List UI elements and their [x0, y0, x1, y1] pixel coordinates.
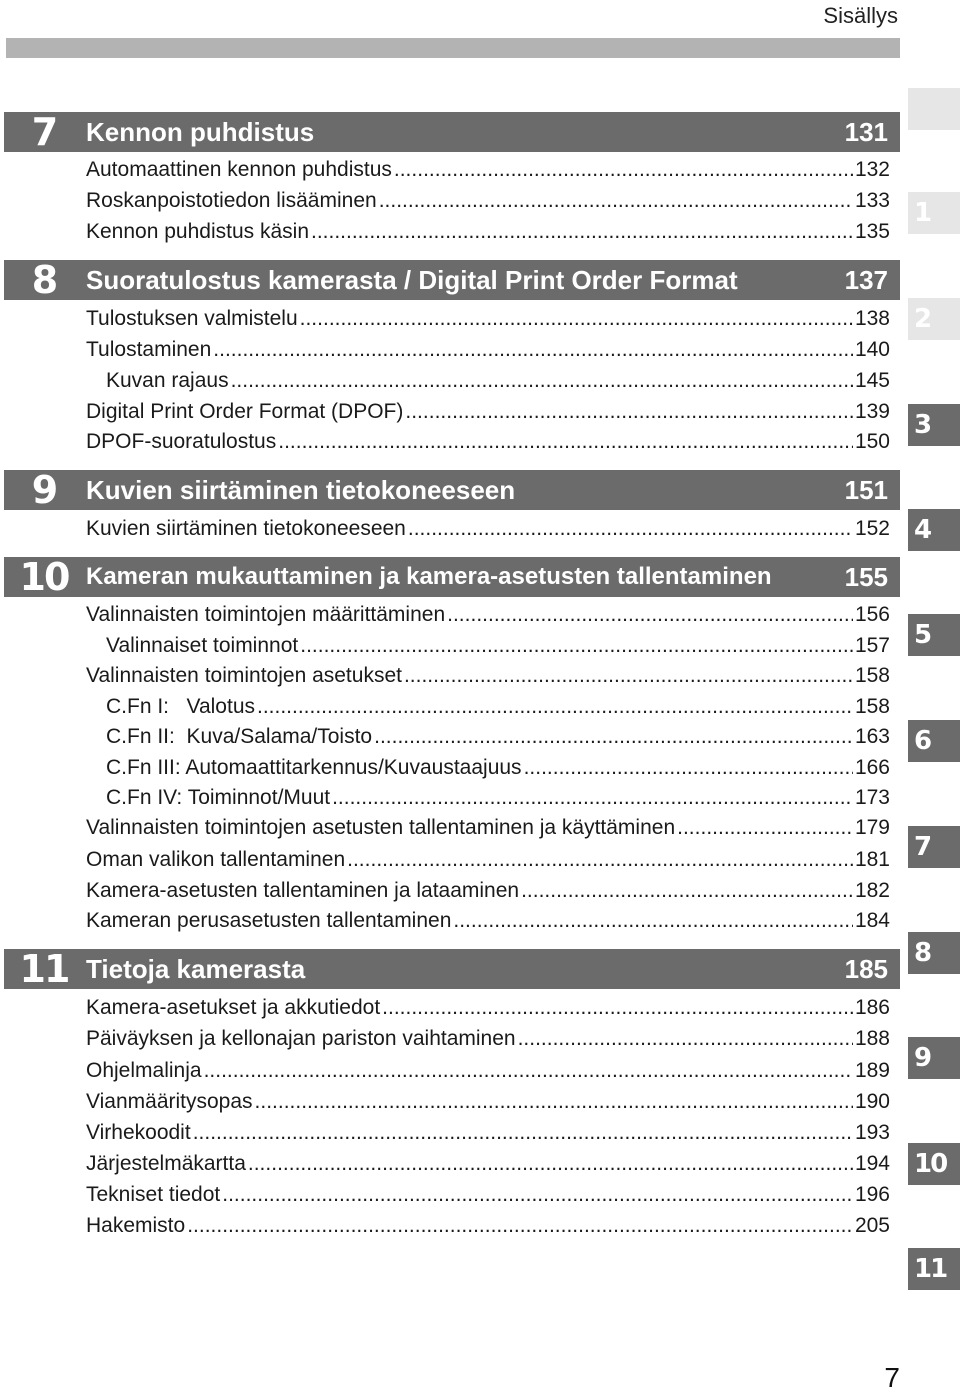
- toc-entry[interactable]: [86, 661, 890, 691]
- chapter-number: 9: [31, 468, 57, 512]
- entry-page: 139: [854, 400, 890, 423]
- toc-entry[interactable]: [86, 813, 890, 843]
- chapter-heading[interactable]: [4, 470, 900, 510]
- entry-page: 196: [854, 1183, 890, 1206]
- entry-label: Oman valikon tallentaminen: [86, 848, 346, 871]
- toc-entry[interactable]: [86, 906, 890, 936]
- entry-page: 179: [854, 816, 890, 839]
- entry-page: 158: [854, 664, 890, 687]
- entry-label: Kennon puhdistus käsin: [86, 220, 309, 243]
- side-tab-11[interactable]: 11: [908, 1248, 960, 1290]
- side-tab-5[interactable]: 5: [908, 614, 960, 656]
- dot-leader: [521, 876, 853, 906]
- dot-leader: [300, 631, 853, 661]
- toc-entry[interactable]: [86, 397, 890, 427]
- entry-page: 184: [854, 909, 890, 932]
- toc-entry[interactable]: [106, 692, 890, 722]
- chapter-page: 151: [844, 474, 888, 505]
- dot-leader: [394, 155, 853, 185]
- toc-entry[interactable]: [86, 155, 890, 185]
- side-tab-3[interactable]: 3: [908, 404, 960, 446]
- entry-page: 182: [854, 879, 890, 902]
- side-tab-6[interactable]: 6: [908, 720, 960, 762]
- entry-page: 205: [854, 1214, 890, 1237]
- toc-entry[interactable]: [106, 366, 890, 396]
- entry-label: C.Fn II: Kuva/Salama/Toisto: [106, 725, 373, 748]
- entry-page: 150: [854, 430, 890, 453]
- chapter-page: 131: [844, 116, 888, 147]
- toc-entry[interactable]: [86, 304, 890, 334]
- toc-entry[interactable]: [106, 783, 890, 813]
- toc-entry[interactable]: [86, 427, 890, 457]
- dot-leader: [374, 722, 853, 752]
- entry-label: Valinnaisten toimintojen asetukset: [86, 664, 402, 687]
- chapter-page: 185: [844, 953, 888, 984]
- dot-leader: [278, 427, 853, 457]
- entry-label: Kameran perusasetusten tallentaminen: [86, 909, 452, 932]
- chapter-heading[interactable]: [4, 949, 900, 989]
- toc-entry[interactable]: [106, 753, 890, 783]
- dot-leader: [187, 1211, 853, 1241]
- chapter-number: 10: [19, 555, 69, 599]
- dot-leader: [405, 397, 853, 427]
- side-tab-10[interactable]: 10: [908, 1143, 960, 1185]
- chapter-title: Suoratulostus kamerasta / Digital Print Order Format: [86, 264, 738, 295]
- entry-page: 158: [854, 695, 890, 718]
- entry-page: 163: [854, 725, 890, 748]
- toc-entry[interactable]: [86, 1180, 890, 1210]
- dot-leader: [248, 1149, 853, 1179]
- dot-leader: [300, 304, 853, 334]
- header-title: Sisällys: [823, 3, 898, 28]
- toc-entry[interactable]: [86, 1087, 890, 1117]
- entry-page: 166: [854, 756, 890, 779]
- entry-label: Valinnaiset toiminnot: [106, 634, 299, 657]
- entry-label: Hakemisto: [86, 1214, 186, 1237]
- page-number: 7: [884, 1362, 900, 1393]
- header-bar: [6, 38, 900, 58]
- entry-page: 140: [854, 338, 890, 361]
- dot-leader: [311, 217, 853, 247]
- toc-entry[interactable]: [86, 335, 890, 365]
- side-tab-4[interactable]: 4: [908, 509, 960, 551]
- entry-page: 133: [854, 189, 890, 212]
- chapter-page: 155: [844, 561, 888, 592]
- chapter-page: 137: [844, 264, 888, 295]
- entry-page: 186: [854, 996, 890, 1019]
- chapter-title: Kennon puhdistus: [86, 116, 315, 147]
- entry-label: Tekniset tiedot: [86, 1183, 221, 1206]
- entry-page: 188: [854, 1027, 890, 1050]
- entry-label: Vianmääritysopas: [86, 1090, 253, 1113]
- entry-page: 132: [854, 158, 890, 181]
- toc-entry[interactable]: [86, 845, 890, 875]
- dot-leader: [332, 783, 853, 813]
- dot-leader: [255, 1087, 853, 1117]
- dot-leader: [347, 845, 853, 875]
- dot-leader: [518, 1024, 853, 1054]
- toc-entry[interactable]: [86, 1211, 890, 1241]
- chapter-number: 11: [19, 947, 69, 991]
- entry-page: 190: [854, 1090, 890, 1113]
- entry-page: 157: [854, 634, 890, 657]
- chapter-heading[interactable]: [4, 112, 900, 152]
- entry-label: Päiväyksen ja kellonajan pariston vaihtaminen: [86, 1027, 516, 1050]
- dot-leader: [257, 692, 853, 722]
- dot-leader: [231, 366, 853, 396]
- dot-leader: [222, 1180, 853, 1210]
- entry-label: Valinnaisten toimintojen määrittäminen: [86, 603, 446, 626]
- toc-entry[interactable]: [86, 1056, 890, 1086]
- toc-entry[interactable]: [106, 631, 890, 661]
- entry-label: DPOF-suoratulostus: [86, 430, 277, 453]
- toc-entry[interactable]: [86, 876, 890, 906]
- entry-label: Kamera-asetukset ja akkutiedot: [86, 996, 381, 1019]
- dot-leader: [408, 514, 853, 544]
- dot-leader: [404, 661, 853, 691]
- entry-label: Kuvan rajaus: [106, 369, 229, 392]
- side-tab-8[interactable]: 8: [908, 932, 960, 974]
- entry-page: 145: [854, 369, 890, 392]
- toc-entry[interactable]: [86, 1024, 890, 1054]
- entry-page: 181: [854, 848, 890, 871]
- chapter-title: Kameran mukauttaminen ja kamera-asetusten tallentaminen: [86, 563, 772, 590]
- entry-label: Roskanpoistotiedon lisääminen: [86, 189, 377, 212]
- dot-leader: [447, 600, 853, 630]
- entry-page: 189: [854, 1059, 890, 1082]
- entry-label: C.Fn I: Valotus: [106, 695, 255, 718]
- entry-page: 156: [854, 603, 890, 626]
- chapter-heading[interactable]: [4, 557, 900, 597]
- entry-label: Virhekoodit: [86, 1121, 191, 1144]
- entry-label: Automaattinen kennon puhdistus: [86, 158, 392, 181]
- dot-leader: [193, 1118, 853, 1148]
- entry-label: Tulostaminen: [86, 338, 212, 361]
- entry-page: 173: [854, 786, 890, 809]
- side-tab-9[interactable]: 9: [908, 1037, 960, 1079]
- toc-entry[interactable]: [86, 1118, 890, 1148]
- entry-label: Tulostuksen valmistelu: [86, 307, 298, 330]
- chapter-heading[interactable]: [4, 260, 900, 300]
- side-tab-1[interactable]: 1: [908, 192, 960, 234]
- entry-label: Kuvien siirtäminen tietokoneeseen: [86, 517, 406, 540]
- entry-label: C.Fn IV: Toiminnot/Muut: [106, 786, 331, 809]
- dot-leader: [382, 993, 853, 1023]
- entry-page: 152: [854, 517, 890, 540]
- entry-label: Ohjelmalinja: [86, 1059, 202, 1082]
- entry-label: Kamera-asetusten tallentaminen ja lataaminen: [86, 879, 520, 902]
- side-tab-2[interactable]: 2: [908, 298, 960, 340]
- entry-label: Digital Print Order Format (DPOF): [86, 400, 404, 423]
- toc-entry[interactable]: [106, 722, 890, 752]
- toc-entry[interactable]: [86, 993, 890, 1023]
- toc-entry[interactable]: [86, 217, 890, 247]
- dot-leader: [453, 906, 853, 936]
- chapter-number: 7: [31, 110, 57, 154]
- chapter-number: 8: [31, 258, 57, 302]
- entry-page: 135: [854, 220, 890, 243]
- side-tab-blank[interactable]: [908, 88, 960, 130]
- toc-entry[interactable]: [86, 514, 890, 544]
- side-tab-7[interactable]: 7: [908, 826, 960, 868]
- toc-entry[interactable]: [86, 186, 890, 216]
- entry-label: Valinnaisten toimintojen asetusten tallentaminen ja käyttäminen: [86, 816, 676, 839]
- toc-entry[interactable]: [86, 600, 890, 630]
- entry-page: 138: [854, 307, 890, 330]
- dot-leader: [524, 753, 853, 783]
- entry-label: Järjestelmäkartta: [86, 1152, 246, 1175]
- dot-leader: [379, 186, 853, 216]
- chapter-title: Kuvien siirtäminen tietokoneeseen: [86, 474, 516, 505]
- chapter-title: Tietoja kamerasta: [86, 953, 306, 984]
- dot-leader: [204, 1056, 853, 1086]
- dot-leader: [677, 813, 853, 843]
- entry-label: C.Fn III: Automaattitarkennus/Kuvaustaajuus: [106, 756, 522, 779]
- entry-page: 193: [854, 1121, 890, 1144]
- toc-entry[interactable]: [86, 1149, 890, 1179]
- dot-leader: [213, 335, 853, 365]
- entry-page: 194: [854, 1152, 890, 1175]
